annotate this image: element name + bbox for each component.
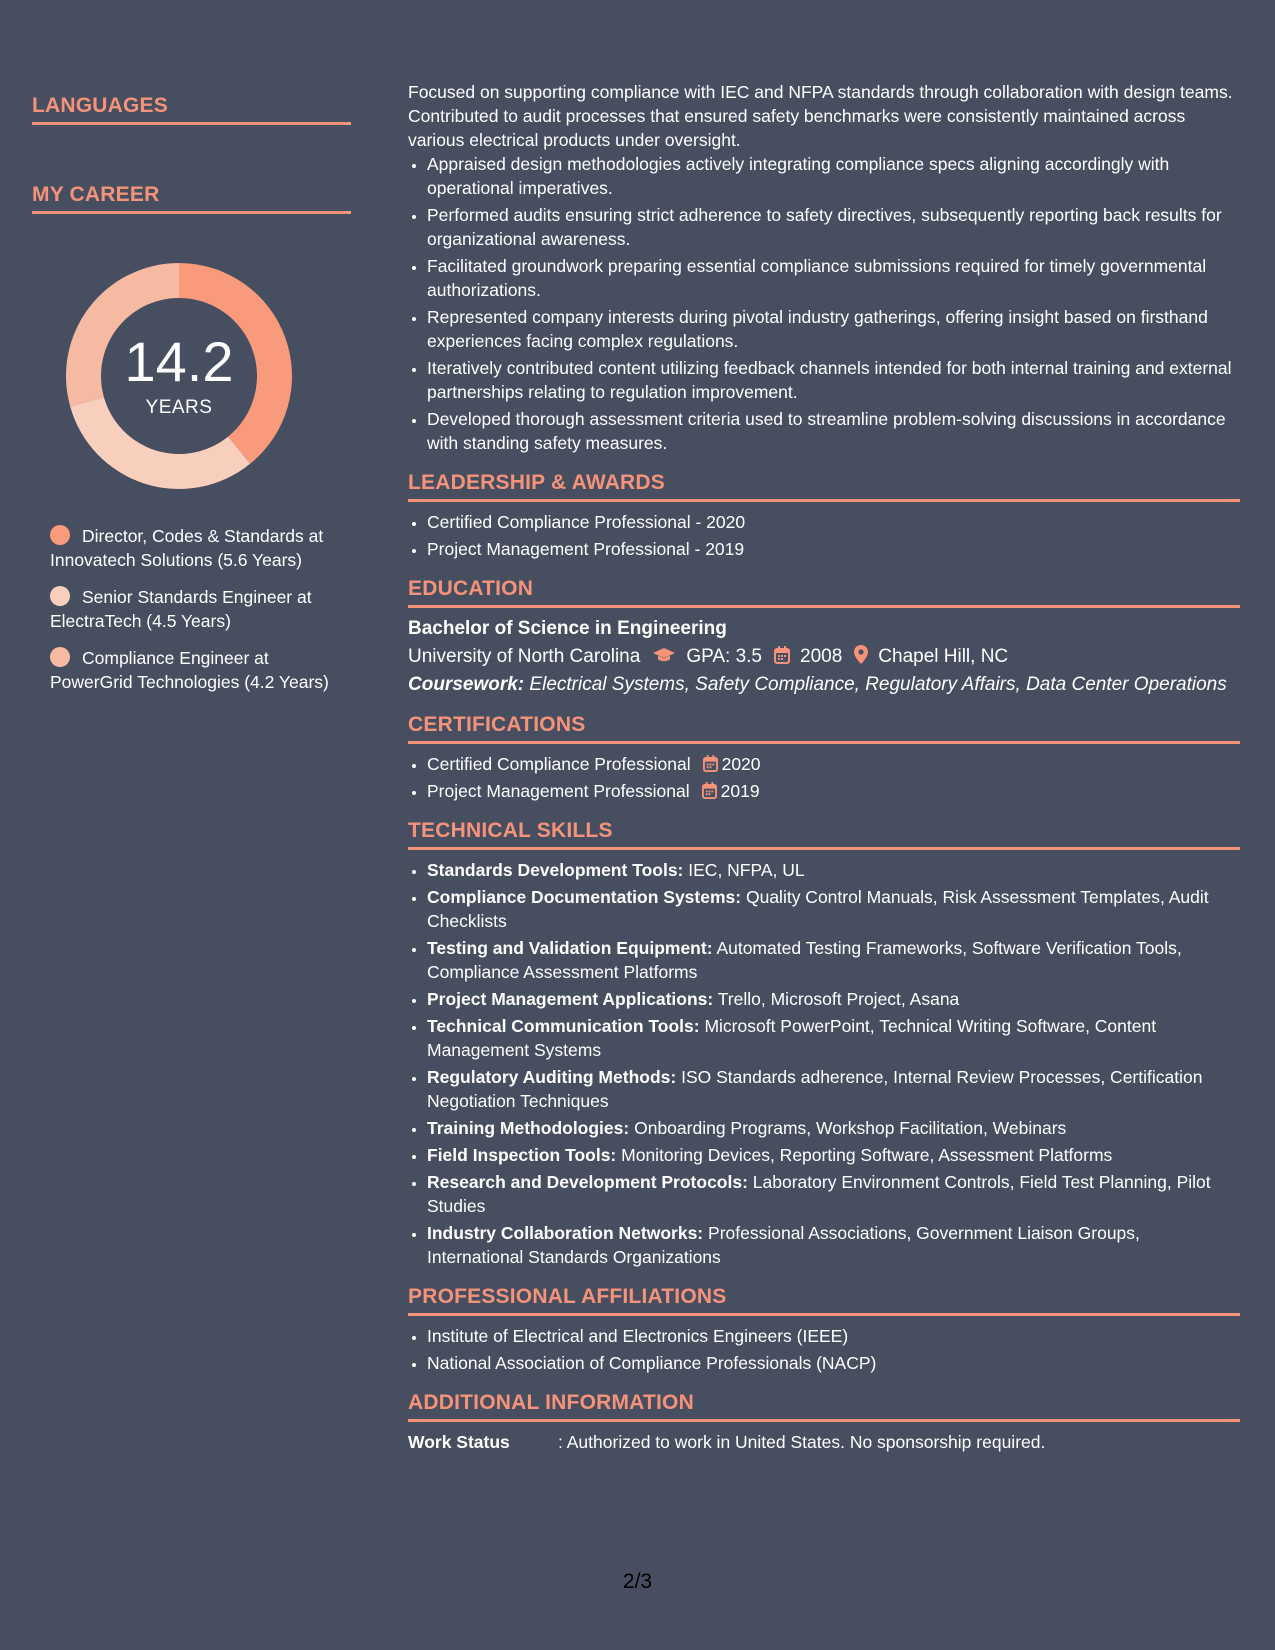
experience-bullet: • Appraised design methodologies actively integrating compliance specs aligning accordingly with operational imperatives.: [427, 152, 1240, 200]
certification-year: 2020: [721, 754, 761, 774]
affiliation-item: • National Association of Compliance Professionals (NACP): [427, 1351, 1240, 1375]
work-status-label: Work Status: [408, 1432, 510, 1452]
skill-label: Industry Collaboration Networks:: [427, 1223, 704, 1243]
affiliations-list: [408, 1324, 1240, 1375]
leadership-list: [408, 510, 1240, 561]
skills-list: [408, 858, 1240, 1269]
skill-label: Training Methodologies:: [427, 1118, 630, 1138]
experience-bullet: • Developed thorough assessment criteria used to streamline problem-solving discussions in accordance with standing safety measures.: [427, 407, 1240, 455]
skill-label: Regulatory Auditing Methods:: [427, 1067, 677, 1087]
skill-label: Testing and Validation Equipment:: [427, 938, 713, 958]
skill-value: Microsoft PowerPoint, Technical Writing Software, Content Management Systems: [427, 1016, 1157, 1060]
calendar-icon: [702, 781, 717, 801]
skill-value: Monitoring Devices, Reporting Software, Assessment Platforms: [621, 1145, 1113, 1165]
legend-label: Director, Codes & Standards at Innovatech Solutions (5.6 Years): [50, 526, 324, 570]
legend-label: Senior Standards Engineer at ElectraTech (4.5 Years): [50, 587, 312, 631]
work-status-value: : Authorized to work in United States. No sponsorship required.: [558, 1432, 1046, 1452]
skill-label: Project Management Applications:: [427, 989, 714, 1009]
experience-bullet: • Facilitated groundwork preparing essential compliance submissions required for timely governmental authorizations.: [427, 254, 1240, 302]
certification-name: Certified Compliance Professional: [427, 754, 691, 774]
coursework-list: Electrical Systems, Safety Compliance, Regulatory Affairs, Data Center Operations: [529, 674, 1227, 695]
graduation-year: 2008: [800, 646, 843, 667]
legend-dot: [50, 647, 70, 667]
experience-bullets: [408, 152, 1240, 455]
skill-item: [427, 1065, 1240, 1113]
leadership-title: LEADERSHIP & AWARDS: [408, 471, 1240, 502]
legend-label: Compliance Engineer at PowerGrid Technologies (4.2 Years): [50, 648, 329, 692]
career-title: MY CAREER: [32, 183, 351, 214]
legend-item: [50, 646, 340, 694]
skill-value: ISO Standards adherence, Internal Review Processes, Certification Negotiation Techniques: [427, 1067, 1203, 1111]
map-pin-icon: [854, 646, 868, 666]
education-title: EDUCATION: [408, 577, 1240, 608]
additional-section: [408, 1391, 1240, 1454]
experience-bullet: • Represented company interests during pivotal industry gatherings, offering insight based on firsthand experiences facing complex regulations.: [427, 305, 1240, 353]
skill-value: Automated Testing Frameworks, Software Verification Tools, Compliance Assessment Platforms: [427, 938, 1182, 982]
affiliations-title: PROFESSIONAL AFFILIATIONS: [408, 1285, 1240, 1316]
skill-item: [427, 885, 1240, 933]
skill-label: Technical Communication Tools:: [427, 1016, 700, 1036]
skill-value: Professional Associations, Government Liaison Groups, International Standards Organizations: [427, 1223, 1140, 1267]
skill-label: Field Inspection Tools:: [427, 1145, 617, 1165]
calendar-icon: [703, 754, 718, 774]
skill-value: Trello, Microsoft Project, Asana: [717, 989, 960, 1009]
career-total-years: 14.2: [124, 330, 234, 393]
skill-value: Onboarding Programs, Workshop Facilitation, Webinars: [634, 1118, 1067, 1138]
legend-item: [50, 524, 340, 572]
work-status: [408, 1430, 1240, 1454]
skill-item: [427, 987, 1240, 1011]
languages-title: LANGUAGES: [32, 94, 351, 125]
certifications-list: [408, 752, 1240, 803]
skill-value: Quality Control Manuals, Risk Assessment Templates, Audit Checklists: [427, 887, 1209, 931]
certifications-title: CERTIFICATIONS: [408, 713, 1240, 744]
affiliation-item: • Institute of Electrical and Electronics Engineers (IEEE): [427, 1324, 1240, 1348]
education-details: [408, 642, 1240, 671]
skill-item: [427, 1143, 1240, 1167]
certification-item: [427, 779, 1240, 803]
skills-section: [408, 819, 1240, 1269]
certification-name: Project Management Professional: [427, 781, 690, 801]
gpa: GPA: 3.5: [686, 646, 762, 667]
leadership-item: • Certified Compliance Professional - 2020: [427, 510, 1240, 534]
legend-dot: [50, 525, 70, 545]
certification-year: 2019: [720, 781, 760, 801]
donut-center: [66, 263, 292, 489]
legend-dot: [50, 586, 70, 606]
career-donut-chart: [66, 263, 292, 489]
career-total-unit: YEARS: [145, 397, 213, 418]
skill-label: Standards Development Tools:: [427, 860, 684, 880]
school-name: University of North Carolina: [408, 646, 641, 667]
skill-label: Research and Development Protocols:: [427, 1172, 748, 1192]
additional-title: ADDITIONAL INFORMATION: [408, 1391, 1240, 1422]
affiliations-section: [408, 1285, 1240, 1375]
skill-item: [427, 1170, 1240, 1218]
degree: Bachelor of Science in Engineering: [408, 618, 727, 639]
education-section: [408, 577, 1240, 697]
leadership-item: • Project Management Professional - 2019: [427, 537, 1240, 561]
experience-summary: Focused on supporting compliance with IEC and NFPA standards through collaboration with design teams. Contributed to audit processes that ensured safety benchmarks were consistently maintained across various electrical products under oversight.: [408, 82, 1233, 150]
graduation-cap-icon: [652, 646, 676, 666]
coursework-label: Coursework:: [408, 674, 525, 695]
calendar-icon: [774, 646, 790, 666]
skill-item: [427, 1116, 1240, 1140]
skill-item: [427, 1014, 1240, 1062]
coursework: [408, 673, 1240, 697]
skill-item: [427, 1221, 1240, 1269]
skill-value: Laboratory Environment Controls, Field Test Planning, Pilot Studies: [427, 1172, 1211, 1216]
skill-value: IEC, NFPA, UL: [688, 860, 805, 880]
page-number: 2/3: [622, 1570, 653, 1593]
skill-label: Compliance Documentation Systems:: [427, 887, 742, 907]
career-legend: [50, 524, 340, 707]
skills-title: TECHNICAL SKILLS: [408, 819, 1240, 850]
experience-bullet: • Performed audits ensuring strict adherence to safety directives, subsequently reporting back results for organizational awareness.: [427, 203, 1240, 251]
legend-item: [50, 585, 340, 633]
certification-item: [427, 752, 1240, 776]
certifications-section: [408, 713, 1240, 803]
school-location: Chapel Hill, NC: [878, 646, 1009, 667]
leadership-section: [408, 471, 1240, 561]
experience-bullet: • Iteratively contributed content utilizing feedback channels intended for both internal training and external partnerships relating to regulation improvement.: [427, 356, 1240, 404]
main-content: [408, 80, 1240, 1454]
skill-item: [427, 858, 1240, 882]
skill-item: [427, 936, 1240, 984]
